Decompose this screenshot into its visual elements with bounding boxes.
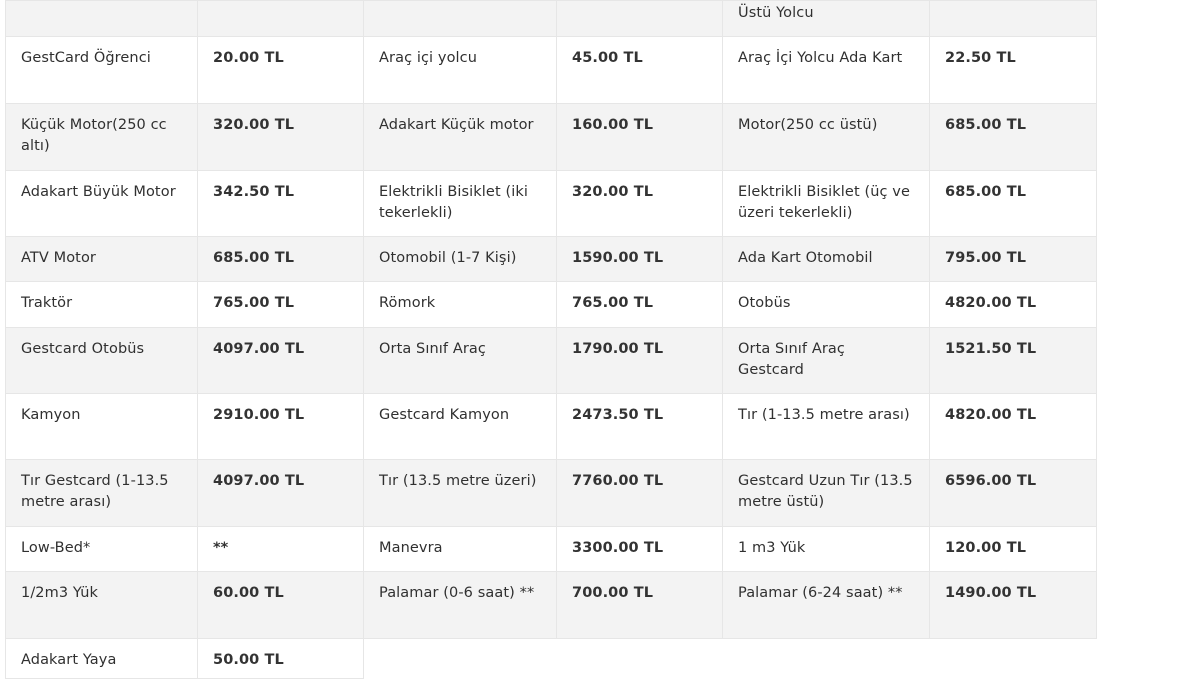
price-cell: 45.00 TL — [557, 37, 723, 104]
price-cell: 4820.00 TL — [930, 394, 1097, 460]
vehicle-type-cell: Adakart Küçük motor — [364, 104, 557, 171]
price-cell: 60.00 TL — [198, 572, 364, 639]
vehicle-type-cell: Otobüs — [723, 282, 930, 328]
vehicle-type-cell: Römork — [364, 282, 557, 328]
fare-table — [5, 0, 1097, 679]
price-cell: 20.00 TL — [198, 37, 364, 104]
vehicle-type-cell: 1 m3 Yük — [723, 527, 930, 572]
vehicle-type-cell: Motor(250 cc üstü) — [723, 104, 930, 171]
vehicle-type-cell: 1/2m3 Yük — [6, 572, 198, 639]
vehicle-type-cell: Tır (1-13.5 metre arası) — [723, 394, 930, 460]
table-cell — [198, 1, 364, 37]
empty-cell — [557, 639, 723, 679]
vehicle-type-cell: Gestcard Otobüs — [6, 328, 198, 394]
price-cell: 685.00 TL — [198, 237, 364, 282]
vehicle-type-cell: Küçük Motor(250 cc altı) — [6, 104, 198, 171]
price-cell: 765.00 TL — [198, 282, 364, 328]
price-cell: 7760.00 TL — [557, 460, 723, 527]
price-cell: 4097.00 TL — [198, 460, 364, 527]
cell-text: Üstü Yolcu — [738, 5, 814, 21]
price-cell: 3300.00 TL — [557, 527, 723, 572]
price-cell: 4097.00 TL — [198, 328, 364, 394]
table-cell — [557, 1, 723, 37]
table-row — [6, 394, 1097, 460]
empty-cell — [930, 639, 1097, 679]
table-row — [6, 282, 1097, 328]
price-cell: 1490.00 TL — [930, 572, 1097, 639]
empty-cell — [364, 639, 557, 679]
vehicle-type-cell: Ada Kart Otomobil — [723, 237, 930, 282]
price-cell: 320.00 TL — [198, 104, 364, 171]
vehicle-type-cell: Adakart Büyük Motor — [6, 171, 198, 237]
vehicle-type-cell: Araç İçi Yolcu Ada Kart — [723, 37, 930, 104]
vehicle-type-cell: ATV Motor — [6, 237, 198, 282]
price-cell: 2910.00 TL — [198, 394, 364, 460]
table-row — [6, 171, 1097, 237]
vehicle-type-cell: Orta Sınıf Araç Gestcard — [723, 328, 930, 394]
price-cell: 685.00 TL — [930, 171, 1097, 237]
price-cell: 2473.50 TL — [557, 394, 723, 460]
price-cell: 795.00 TL — [930, 237, 1097, 282]
vehicle-type-cell: Orta Sınıf Araç — [364, 328, 557, 394]
empty-cell — [723, 639, 930, 679]
price-cell: 765.00 TL — [557, 282, 723, 328]
table-row — [6, 639, 1097, 679]
price-cell: 320.00 TL — [557, 171, 723, 237]
vehicle-type-cell: Tır (13.5 metre üzeri) — [364, 460, 557, 527]
table-cell — [6, 1, 198, 37]
vehicle-type-cell: Low-Bed* — [6, 527, 198, 572]
price-cell: 22.50 TL — [930, 37, 1097, 104]
vehicle-type-cell: Tır Gestcard (1-13.5 metre arası) — [6, 460, 198, 527]
fare-table-body — [6, 1, 1097, 679]
vehicle-type-cell: Gestcard Uzun Tır (13.5 metre üstü) — [723, 460, 930, 527]
price-cell: 1521.50 TL — [930, 328, 1097, 394]
price-cell: 50.00 TL — [198, 639, 364, 679]
vehicle-type-cell: GestCard Öğrenci — [6, 37, 198, 104]
vehicle-type-cell: Elektrikli Bisiklet (üç ve üzeri tekerlekli) — [723, 171, 930, 237]
table-row — [6, 37, 1097, 104]
table-row — [6, 460, 1097, 527]
table-cell — [930, 1, 1097, 37]
price-cell: 685.00 TL — [930, 104, 1097, 171]
vehicle-type-cell: Kamyon — [6, 394, 198, 460]
vehicle-type-cell: Palamar (6-24 saat) ** — [723, 572, 930, 639]
table-cell — [364, 1, 557, 37]
vehicle-type-cell: Adakart Yaya — [6, 639, 198, 679]
table-cell — [723, 1, 930, 37]
vehicle-type-cell: Araç içi yolcu — [364, 37, 557, 104]
table-row — [6, 104, 1097, 171]
vehicle-type-cell: Manevra — [364, 527, 557, 572]
price-cell: 342.50 TL — [198, 171, 364, 237]
price-cell: 6596.00 TL — [930, 460, 1097, 527]
table-row — [6, 328, 1097, 394]
price-cell: 1790.00 TL — [557, 328, 723, 394]
table-row — [6, 1, 1097, 37]
table-row — [6, 237, 1097, 282]
price-cell: ** — [198, 527, 364, 572]
vehicle-type-cell: Traktör — [6, 282, 198, 328]
price-cell: 1590.00 TL — [557, 237, 723, 282]
vehicle-type-cell: Elektrikli Bisiklet (iki tekerlekli) — [364, 171, 557, 237]
vehicle-type-cell: Otomobil (1-7 Kişi) — [364, 237, 557, 282]
table-row — [6, 527, 1097, 572]
vehicle-type-cell: Palamar (0-6 saat) ** — [364, 572, 557, 639]
table-row — [6, 572, 1097, 639]
price-cell: 700.00 TL — [557, 572, 723, 639]
price-cell: 4820.00 TL — [930, 282, 1097, 328]
vehicle-type-cell: Gestcard Kamyon — [364, 394, 557, 460]
price-cell: 120.00 TL — [930, 527, 1097, 572]
price-cell: 160.00 TL — [557, 104, 723, 171]
fare-table-container — [5, 0, 1097, 679]
